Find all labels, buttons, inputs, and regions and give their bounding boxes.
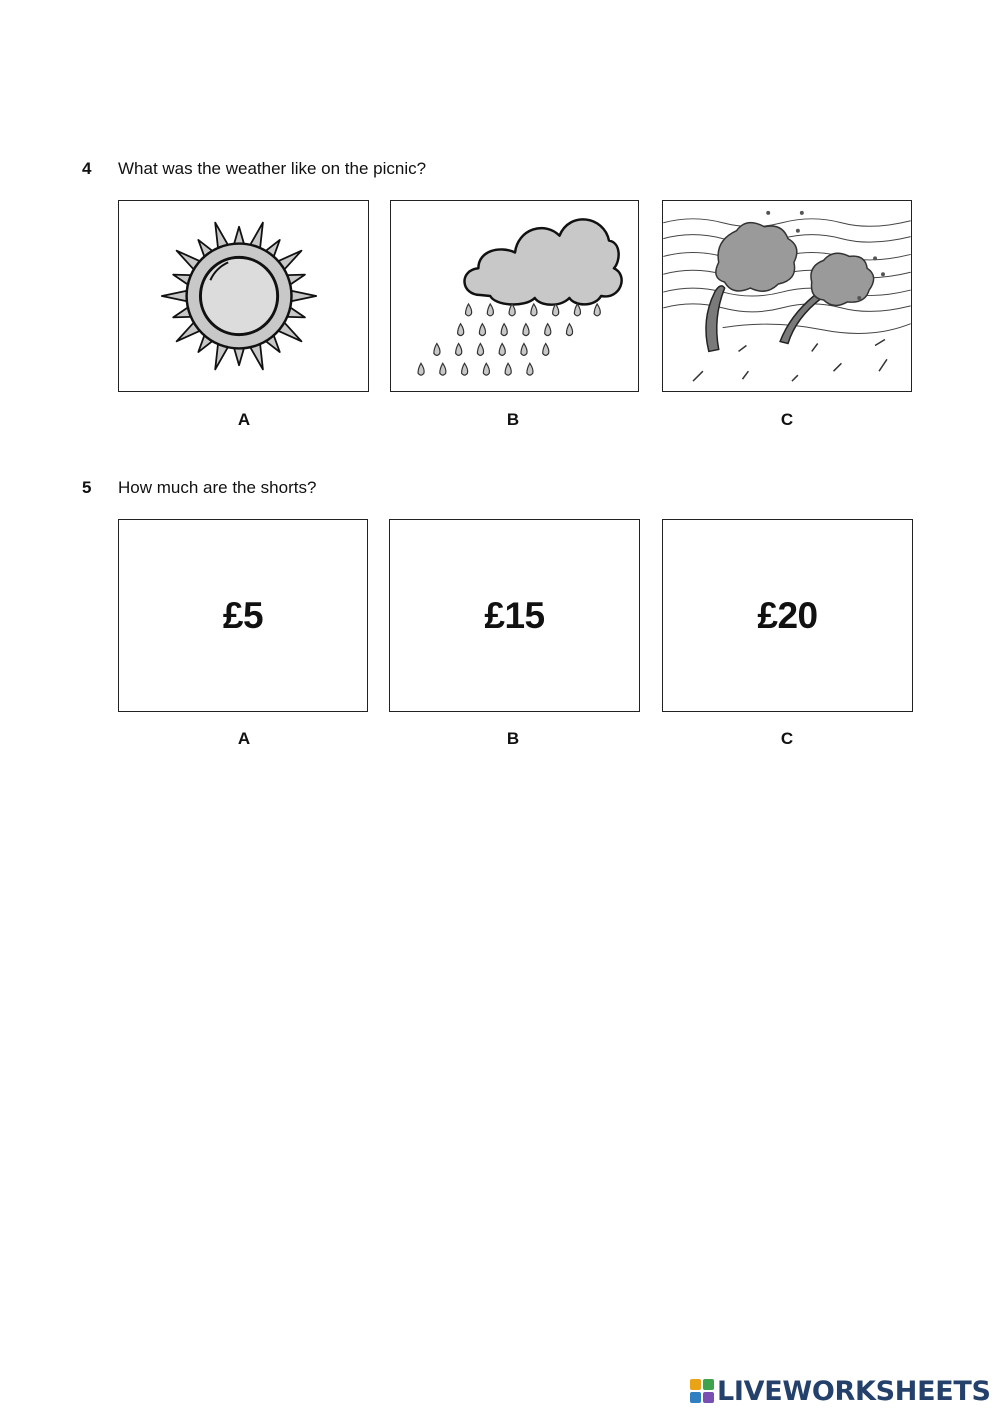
question-4-number: 4	[82, 159, 92, 178]
liveworksheets-logo[interactable]	[690, 1374, 991, 1408]
option-4b-box[interactable]	[390, 200, 639, 392]
price-5a: £5	[222, 594, 264, 636]
question-5-number: 5	[82, 478, 92, 497]
windy-trees-icon	[663, 201, 911, 391]
option-4a-label: A	[237, 410, 251, 429]
option-5b-label: B	[506, 729, 520, 748]
option-4c-label: C	[780, 410, 794, 429]
rain-cloud-icon	[391, 201, 638, 391]
lws-logo-icon	[690, 1379, 714, 1403]
option-5c-label: C	[780, 729, 794, 748]
option-5b-box[interactable]	[389, 519, 640, 712]
price-5b: £15	[484, 594, 545, 636]
question-4-text: What was the weather like on the picnic?	[118, 159, 427, 178]
question-5-text: How much are the shorts?	[118, 478, 317, 497]
option-5c-box[interactable]	[662, 519, 913, 712]
option-4a-box[interactable]	[118, 200, 369, 392]
option-4b-label: B	[506, 410, 520, 429]
option-4c-box[interactable]	[662, 200, 912, 392]
option-5a-label: A	[237, 729, 251, 748]
price-5c: £20	[757, 594, 818, 636]
sun-icon	[119, 201, 368, 391]
option-5a-box[interactable]	[118, 519, 368, 712]
brand-name: LIVEWORKSHEETS	[717, 1375, 991, 1407]
